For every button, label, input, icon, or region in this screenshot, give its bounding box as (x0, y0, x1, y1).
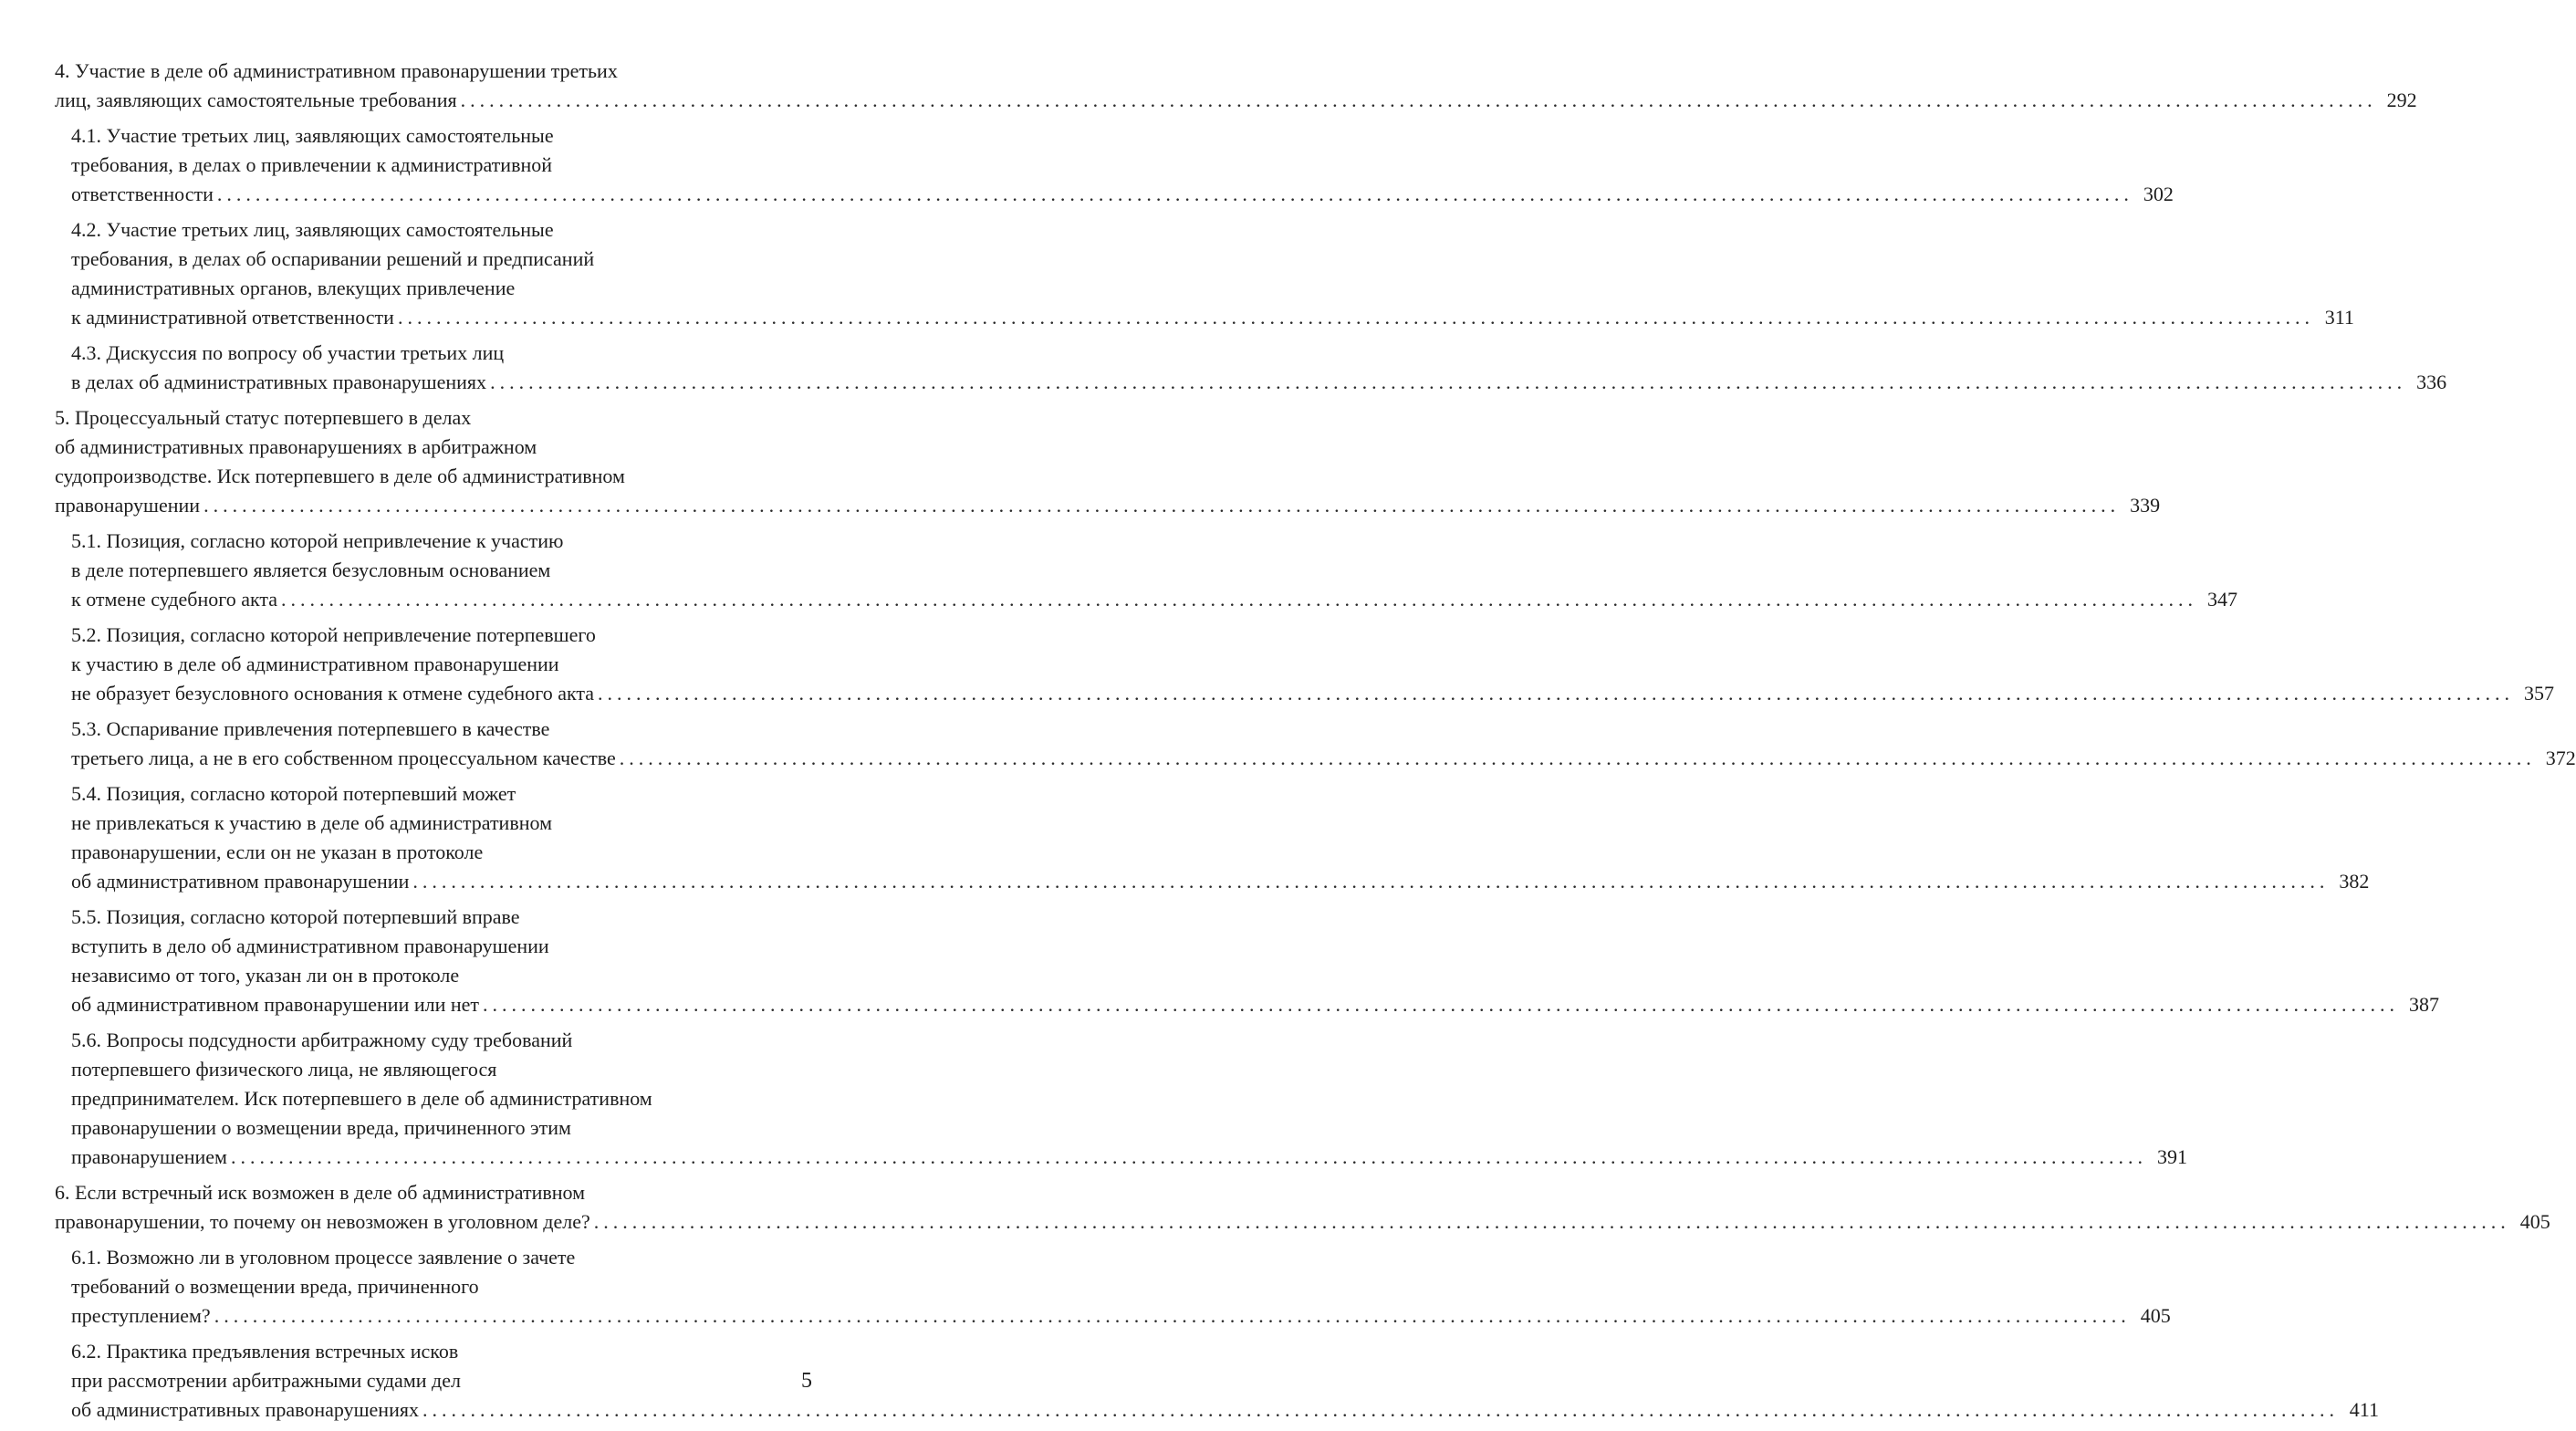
dot-leader: ........................................................................................................................................................................................................ (593, 1210, 2510, 1233)
toc-entry-line: требования, в делах о привлечении к административной (71, 153, 553, 176)
toc-entry-line: вступить в дело об административном правонарушении (71, 935, 549, 957)
toc-entry-line: не привлекаться к участию в деле об административном (71, 811, 552, 834)
toc-entry-line: судопроизводстве. Иск потерпевшего в деле об административном (55, 465, 625, 487)
toc-entry (55, 1337, 2379, 1425)
toc-entry-title-end: не образует безусловного основания к отмене судебного акта (71, 682, 595, 705)
toc-entry-last-line (55, 491, 2161, 520)
toc-entry-line: при рассмотрении арбитражными судами дел (71, 1369, 461, 1392)
toc-entry-line: 4.2. Участие третьих лиц, заявляющих самостоятельные (71, 218, 554, 241)
toc-entry-title-end: в делах об административных правонарушениях (71, 371, 487, 393)
toc-entry-last-line (55, 86, 2417, 115)
toc-entry-last-line (55, 1207, 2550, 1237)
toc-entry (55, 715, 2576, 773)
toc-entry-line: правонарушении о возмещении вреда, причиненного этим (71, 1116, 571, 1139)
toc-entry-line: административных органов, влекущих привлечение (71, 277, 516, 299)
toc-entry-line: к участию в деле об административном правонарушении (71, 653, 559, 675)
toc-entry-last-line (71, 679, 2555, 708)
dot-leader: ........................................................................................................................................................................................................ (214, 1304, 2131, 1327)
toc-page-number: 372 (2545, 747, 2576, 769)
toc-entry-title-end: правонарушении (55, 494, 201, 517)
toc-entry-line: в деле потерпевшего является безусловным основанием (71, 559, 551, 581)
toc-page-number: 411 (2349, 1398, 2379, 1421)
toc-entry-title-end: об административных правонарушениях (71, 1398, 419, 1421)
toc-entry-line: потерпевшего физического лица, не являющегося (71, 1058, 497, 1081)
toc-page-number: 336 (2416, 371, 2447, 393)
toc-entry-last-line (71, 368, 2447, 397)
toc-entry (55, 339, 2447, 397)
toc-entry-last-line (71, 744, 2576, 773)
toc-entry-title-end: об административном правонарушении или нет (71, 993, 480, 1016)
toc-entry-last-line (71, 1143, 2187, 1172)
toc-entry (55, 779, 2370, 896)
toc-page-number: 405 (2140, 1304, 2171, 1327)
toc-page-number: 382 (2339, 870, 2370, 893)
toc-entry-title-end: ответственности (71, 183, 214, 205)
toc-entry-last-line (71, 990, 2440, 1019)
dot-leader: ........................................................................................................................................................................................................ (216, 183, 2133, 205)
toc-entry-line: 5.6. Вопросы подсудности арбитражному суду требований (71, 1029, 573, 1051)
toc-page-number: 302 (2143, 183, 2174, 205)
toc-entry-last-line (71, 867, 2370, 896)
toc-entry-last-line (71, 1395, 2379, 1425)
toc-entry-last-line (71, 1301, 2171, 1331)
dot-leader: ........................................................................................................................................................................................................ (598, 682, 2515, 705)
toc-entry (55, 903, 2440, 1019)
toc-entry-line: правонарушении, если он не указан в протоколе (71, 841, 484, 863)
toc-entry-title-end: к административной ответственности (71, 306, 394, 329)
toc-entry-title-end: правонарушении, то почему он невозможен в уголовном деле? (55, 1210, 590, 1233)
toc-entry (55, 1026, 2187, 1172)
toc-entry (55, 1243, 2171, 1331)
toc-entry-last-line (71, 303, 2354, 332)
dot-leader: ........................................................................................................................................................................................................ (490, 371, 2407, 393)
dot-leader: ........................................................................................................................................................................................................ (397, 306, 2314, 329)
toc-entry-line: 4.3. Дискуссия по вопросу об участии третьих лиц (71, 341, 505, 364)
toc-entry (55, 215, 2354, 332)
dot-leader: ........................................................................................................................................................................................................ (619, 747, 2536, 769)
toc-page-number: 311 (2324, 306, 2354, 329)
toc-entry-line: независимо от того, указан ли он в протоколе (71, 964, 460, 987)
toc-page-number: 357 (2524, 682, 2555, 705)
toc-entry (55, 527, 2238, 614)
toc-entry (55, 121, 2174, 209)
toc-page-number: 292 (2386, 89, 2417, 111)
toc-entry-last-line (71, 585, 2238, 614)
dot-leader: ........................................................................................................................................................................................................ (422, 1398, 2339, 1421)
table-of-contents (55, 57, 2576, 1425)
toc-entry-line: 5.4. Позиция, согласно которой потерпевший может (71, 782, 516, 805)
toc-entry-title-end: правонарушением (71, 1145, 227, 1168)
toc-entry-line: 5. Процессуальный статус потерпевшего в делах (55, 406, 472, 429)
toc-entry-title-end: преступлением? (71, 1304, 211, 1327)
dot-leader: ........................................................................................................................................................................................................ (230, 1145, 2147, 1168)
dot-leader: ........................................................................................................................................................................................................ (281, 588, 2198, 611)
toc-entry-line: 6.2. Практика предъявления встречных исков (71, 1340, 459, 1363)
toc-entry-line: 6. Если встречный иск возможен в деле об административном (55, 1181, 586, 1204)
toc-entry-line: 5.2. Позиция, согласно которой непривлечение потерпевшего (71, 623, 596, 646)
toc-entry-line: об административных правонарушениях в арбитражном (55, 435, 537, 458)
toc-entry-line: 5.5. Позиция, согласно которой потерпевший вправе (71, 905, 520, 928)
toc-entry-line: 4. Участие в деле об административном правонарушении третьих (55, 59, 618, 82)
toc-entry-line: 6.1. Возможно ли в уголовном процессе заявление о зачете (71, 1246, 576, 1269)
toc-entry-title-end: лиц, заявляющих самостоятельные требования (55, 89, 457, 111)
toc-entry-title-end: об административном правонарушении (71, 870, 410, 893)
toc-entry-line: 4.1. Участие третьих лиц, заявляющих самостоятельные (71, 124, 554, 147)
toc-entry-last-line (71, 180, 2174, 209)
dot-leader: ........................................................................................................................................................................................................ (483, 993, 2400, 1016)
page-number: 5 (801, 1369, 812, 1393)
toc-page-number: 405 (2519, 1210, 2550, 1233)
toc-entry-line: 5.3. Оспаривание привлечения потерпевшего в качестве (71, 717, 550, 740)
dot-leader: ........................................................................................................................................................................................................ (412, 870, 2330, 893)
toc-entry-title-end: третьего лица, а не в его собственном процессуальном качестве (71, 747, 616, 769)
dot-leader: ........................................................................................................................................................................................................ (203, 494, 2121, 517)
dot-leader: ........................................................................................................................................................................................................ (460, 89, 2377, 111)
toc-page-number: 339 (2130, 494, 2161, 517)
toc-page-number: 387 (2409, 993, 2440, 1016)
toc-entry (55, 57, 2417, 115)
toc-entry-line: предпринимателем. Иск потерпевшего в деле об административном (71, 1087, 652, 1110)
toc-entry-line: 5.1. Позиция, согласно которой непривлечение к участию (71, 529, 564, 552)
toc-page-number: 347 (2207, 588, 2238, 611)
toc-entry-title-end: к отмене судебного акта (71, 588, 278, 611)
toc-entry-line: требования, в делах об оспаривании решений и предписаний (71, 247, 595, 270)
toc-entry (55, 1178, 2550, 1237)
toc-entry (55, 621, 2555, 708)
toc-entry (55, 403, 2161, 520)
toc-page-number: 391 (2156, 1145, 2187, 1168)
toc-entry-line: требований о возмещении вреда, причиненного (71, 1275, 479, 1298)
